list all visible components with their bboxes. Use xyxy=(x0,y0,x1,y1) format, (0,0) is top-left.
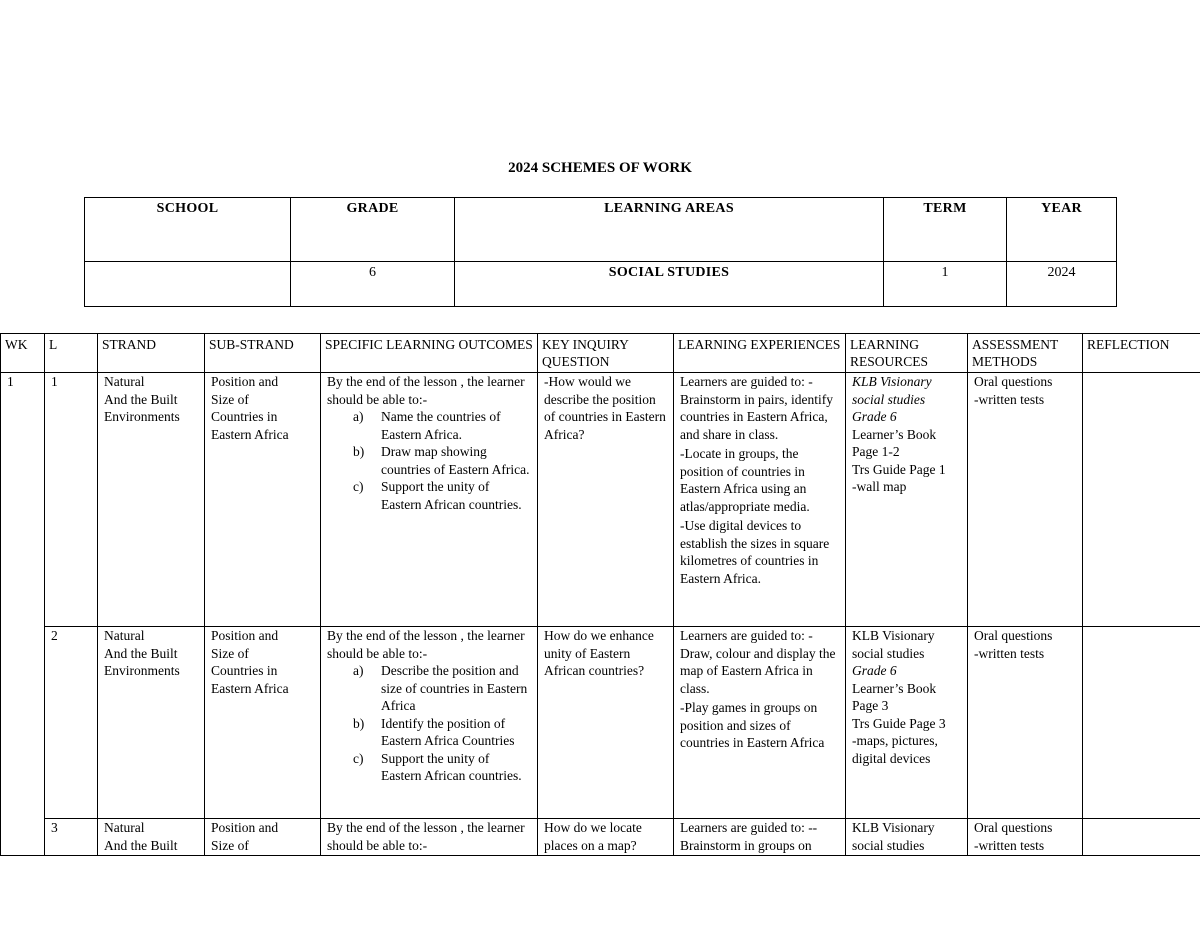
sub-strand-line: Position and xyxy=(211,820,279,835)
outcome-text: Identify the position of Eastern Africa Countries xyxy=(381,715,515,748)
week-number: 1 xyxy=(1,373,45,856)
strand-cell xyxy=(98,627,205,819)
header-wk: WK xyxy=(1,334,45,373)
resource-grade: Grade 6 xyxy=(852,663,897,678)
strand-line: Natural xyxy=(104,628,145,643)
inquiry-question-cell: How do we enhance unity of Eastern African countries? xyxy=(538,627,674,819)
resource-book: KLB Visionary social studies xyxy=(852,820,935,853)
outcome-marker: c) xyxy=(353,750,364,766)
header-inquiry-question: KEY INQUIRY QUESTION xyxy=(538,334,674,373)
outcome-marker: a) xyxy=(353,663,364,678)
header-learning-outcomes: SPECIFIC LEARNING OUTCOMES xyxy=(321,334,538,373)
assessment-line: -written tests xyxy=(974,837,1045,853)
outcome-text: Draw map showing countries of Eastern Africa. xyxy=(381,444,530,477)
outcome-marker: b) xyxy=(353,444,365,459)
reflection-cell xyxy=(1083,819,1200,856)
info-value-year: 2024 xyxy=(1007,262,1117,307)
outcome-item xyxy=(327,408,533,443)
experience-paragraph: -Locate in groups, the position of countries in Eastern Africa using an atlas/appropriate media. xyxy=(680,446,810,514)
resource-line: -maps, pictures, digital devices xyxy=(852,733,938,766)
school-info-table xyxy=(84,197,1117,307)
resource-book: KLB Visionary social studies xyxy=(852,374,932,407)
outcomes-intro: By the end of the lesson , the learner should be able to:- xyxy=(327,374,525,407)
info-header-grade: GRADE xyxy=(291,198,455,262)
strand-line: Natural xyxy=(104,820,145,835)
outcome-text: Name the countries of Eastern Africa. xyxy=(381,409,501,442)
lesson-number: 3 xyxy=(45,819,98,856)
experience-paragraph: Learners are guided to: -Brainstorm in pairs, identify countries in Eastern Africa, and share in class. xyxy=(680,374,833,442)
lesson-number: 1 xyxy=(45,373,98,627)
sub-strand-clip xyxy=(211,819,316,853)
outcome-text: Support the unity of Eastern African countries. xyxy=(381,479,522,512)
experiences-cell xyxy=(674,627,846,819)
strand-line: Environments xyxy=(104,409,180,424)
experience-paragraph: Learners are guided to: --Brainstorm in groups on xyxy=(680,820,818,853)
info-value-school xyxy=(85,262,291,307)
outcomes-cell xyxy=(321,627,538,819)
outcome-item xyxy=(327,750,533,785)
resource-book: KLB Visionary social studies xyxy=(852,628,935,661)
resource-line: Learner’s Book xyxy=(852,680,937,696)
inquiry-question-cell: -How would we describe the position of countries in Eastern Africa? xyxy=(538,373,674,627)
header-lesson: L xyxy=(45,334,98,373)
experience-paragraph: -Use digital devices to establish the sizes in square kilometres of countries in Eastern Africa. xyxy=(680,518,830,586)
strand-clip xyxy=(104,819,200,853)
outcome-marker: c) xyxy=(353,479,364,494)
sub-strand-line: Position and xyxy=(211,628,279,643)
sub-strand-cell xyxy=(205,373,321,627)
info-header-row xyxy=(85,198,1117,262)
sub-strand-line: Size of xyxy=(211,645,249,661)
outcome-item xyxy=(327,478,533,513)
sub-strand-line: Position and xyxy=(211,374,279,389)
inquiry-question-text: How do we locate places on a map? xyxy=(544,820,642,853)
assessment-cell xyxy=(968,819,1083,856)
resources-cell xyxy=(846,373,968,627)
resource-line: Learner’s Book xyxy=(852,426,937,442)
header-learning-resources: LEARNING RESOURCES xyxy=(846,334,968,373)
sub-strand-line: Size of xyxy=(211,391,249,407)
outcome-marker: b) xyxy=(353,715,365,731)
info-value-grade: 6 xyxy=(291,262,455,307)
table-row xyxy=(1,627,1200,819)
info-value-term: 1 xyxy=(884,262,1007,307)
assessment-line: -written tests xyxy=(974,645,1045,661)
strand-cell xyxy=(98,373,205,627)
sub-strand-line: Eastern Africa xyxy=(211,426,289,442)
strand-line: Environments xyxy=(104,663,180,678)
outcomes-intro: By the end of the lesson , the learner should be able to:- xyxy=(327,628,525,661)
outcome-item xyxy=(327,715,533,750)
resource-line: Trs Guide Page 3 xyxy=(852,715,946,731)
outcomes-cell xyxy=(321,819,538,856)
reflection-cell xyxy=(1083,627,1200,819)
resource-line: -wall map xyxy=(852,479,907,494)
experience-paragraph: Learners are guided to: -Draw, colour and display the map of Eastern Africa in class. xyxy=(680,628,836,696)
header-assessment-methods: ASSESSMENT METHODS xyxy=(968,334,1083,373)
scheme-header-row xyxy=(1,334,1200,373)
header-strand: STRAND xyxy=(98,334,205,373)
strand-cell xyxy=(98,819,205,856)
outcomes-list xyxy=(327,662,533,785)
assessment-cell xyxy=(968,627,1083,819)
outcome-item xyxy=(327,662,533,715)
inquiry-question-cell xyxy=(538,819,674,856)
strand-line: And the Built xyxy=(104,391,178,407)
info-value-learning-area: SOCIAL STUDIES xyxy=(455,262,884,307)
lesson-number: 2 xyxy=(45,627,98,819)
assessment-line: Oral questions xyxy=(974,628,1053,643)
sub-strand-line: Countries in xyxy=(211,663,278,678)
resource-grade: Grade 6 xyxy=(852,409,897,424)
sub-strand-cell xyxy=(205,819,321,856)
outcome-text: Describe the position and size of countries in Eastern Africa xyxy=(381,663,528,713)
sub-strand-cell xyxy=(205,627,321,819)
info-header-school: SCHOOL xyxy=(85,198,291,262)
resource-line: Page 3 xyxy=(852,698,889,713)
table-row xyxy=(1,373,1200,627)
header-learning-experiences: LEARNING EXPERIENCES xyxy=(674,334,846,373)
experience-paragraph: -Play games in groups on position and sizes of countries in Eastern Africa xyxy=(680,700,825,750)
strand-line: Natural xyxy=(104,374,145,389)
outcome-text: Support the unity of Eastern African countries. xyxy=(381,750,522,783)
experiences-cell xyxy=(674,819,846,856)
assessment-line: Oral questions xyxy=(974,820,1053,835)
strand-line: And the Built xyxy=(104,837,178,853)
resource-line: Page 1-2 xyxy=(852,444,900,459)
info-header-learning-areas: LEARNING AREAS xyxy=(455,198,884,262)
resource-line: Trs Guide Page 1 xyxy=(852,461,946,477)
assessment-cell xyxy=(968,373,1083,627)
sub-strand-line: Countries in xyxy=(211,409,278,424)
info-header-term: TERM xyxy=(884,198,1007,262)
scheme-of-work-table xyxy=(0,333,1200,856)
experiences-cell xyxy=(674,373,846,627)
table-row xyxy=(1,819,1200,856)
info-value-row xyxy=(85,262,1117,307)
header-sub-strand: SUB-STRAND xyxy=(205,334,321,373)
sub-strand-line: Size of xyxy=(211,837,249,853)
assessment-clip xyxy=(974,819,1078,853)
outcome-item xyxy=(327,443,533,478)
header-reflection: REFLECTION xyxy=(1083,334,1200,373)
assessment-line: Oral questions xyxy=(974,374,1053,389)
outcome-marker: a) xyxy=(353,409,364,424)
sub-strand-line: Eastern Africa xyxy=(211,680,289,696)
info-header-year: YEAR xyxy=(1007,198,1117,262)
strand-line: And the Built xyxy=(104,645,178,661)
reflection-cell xyxy=(1083,373,1200,627)
resources-cell xyxy=(846,627,968,819)
resources-cell xyxy=(846,819,968,856)
outcomes-intro: By the end of the lesson , the learner should be able to:- xyxy=(327,820,525,853)
outcomes-list xyxy=(327,408,533,513)
assessment-line: -written tests xyxy=(974,391,1045,407)
document-title: 2024 SCHEMES OF WORK xyxy=(508,160,692,176)
outcomes-cell xyxy=(321,373,538,627)
